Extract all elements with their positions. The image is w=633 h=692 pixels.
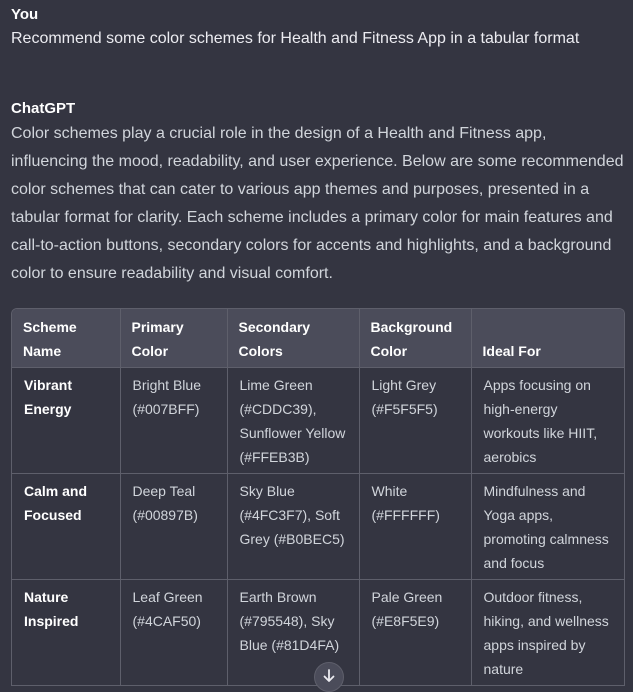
table-row	[12, 474, 624, 580]
color-scheme-table-container	[11, 308, 625, 686]
cell-background-color: Pale Green (#E8F5E9)	[359, 580, 471, 686]
assistant-author: ChatGPT	[11, 100, 76, 117]
cell-background-color: Light Grey (#F5F5F5)	[359, 368, 471, 474]
arrow-down-icon	[322, 663, 336, 688]
cell-ideal-for: Mindfulness and Yoga apps, promoting calmness and focus	[471, 474, 624, 580]
cell-ideal-for: Apps focusing on high-energy workouts like HIIT, aerobics	[471, 368, 624, 474]
cell-ideal-for: Outdoor fitness, hiking, and wellness apps inspired by nature	[471, 580, 624, 686]
assistant-message	[11, 99, 625, 288]
header-primary-color: Primary Color	[120, 309, 227, 368]
user-message	[11, 5, 625, 50]
cell-primary-color: Bright Blue (#007BFF)	[120, 368, 227, 474]
cell-primary-color: Deep Teal (#00897B)	[120, 474, 227, 580]
cell-secondary-colors: Sky Blue (#4FC3F7), Soft Grey (#B0BEC5)	[227, 474, 359, 580]
cell-secondary-colors: Earth Brown (#795548), Sky Blue (#81D4FA)	[227, 580, 359, 686]
table-row	[12, 368, 624, 474]
user-message-text: Recommend some color schemes for Health and Fitness App in a tabular format	[11, 30, 580, 47]
table-header-row	[12, 309, 624, 368]
color-scheme-table	[12, 309, 624, 686]
header-secondary-colors: Secondary Colors	[227, 309, 359, 368]
cell-scheme-name: Vibrant Energy	[12, 368, 120, 474]
scroll-to-bottom-button[interactable]	[314, 662, 344, 692]
cell-secondary-colors: Lime Green (#CDDC39), Sunflower Yellow (#FFEB3B)	[227, 368, 359, 474]
cell-scheme-name: Nature Inspired	[12, 580, 120, 686]
cell-scheme-name: Calm and Focused	[12, 474, 120, 580]
assistant-intro-text: Color schemes play a crucial role in the design of a Health and Fitness app, influencing the mood, readability, and user experience. Below are some recommended color schemes that can cater to various app themes and purposes, presented in a tabular format for clarity. Each scheme includes a primary color for main features and call-to-action buttons, secondary colors for accents and highlights, and a background color to ensure readability and visual comfort.	[11, 125, 624, 282]
cell-primary-color: Leaf Green (#4CAF50)	[120, 580, 227, 686]
header-scheme-name: Scheme Name	[12, 309, 120, 368]
header-background-color: Background Color	[359, 309, 471, 368]
cell-background-color: White (#FFFFFF)	[359, 474, 471, 580]
user-author: You	[11, 6, 39, 23]
header-ideal-for: Ideal For	[471, 309, 624, 368]
